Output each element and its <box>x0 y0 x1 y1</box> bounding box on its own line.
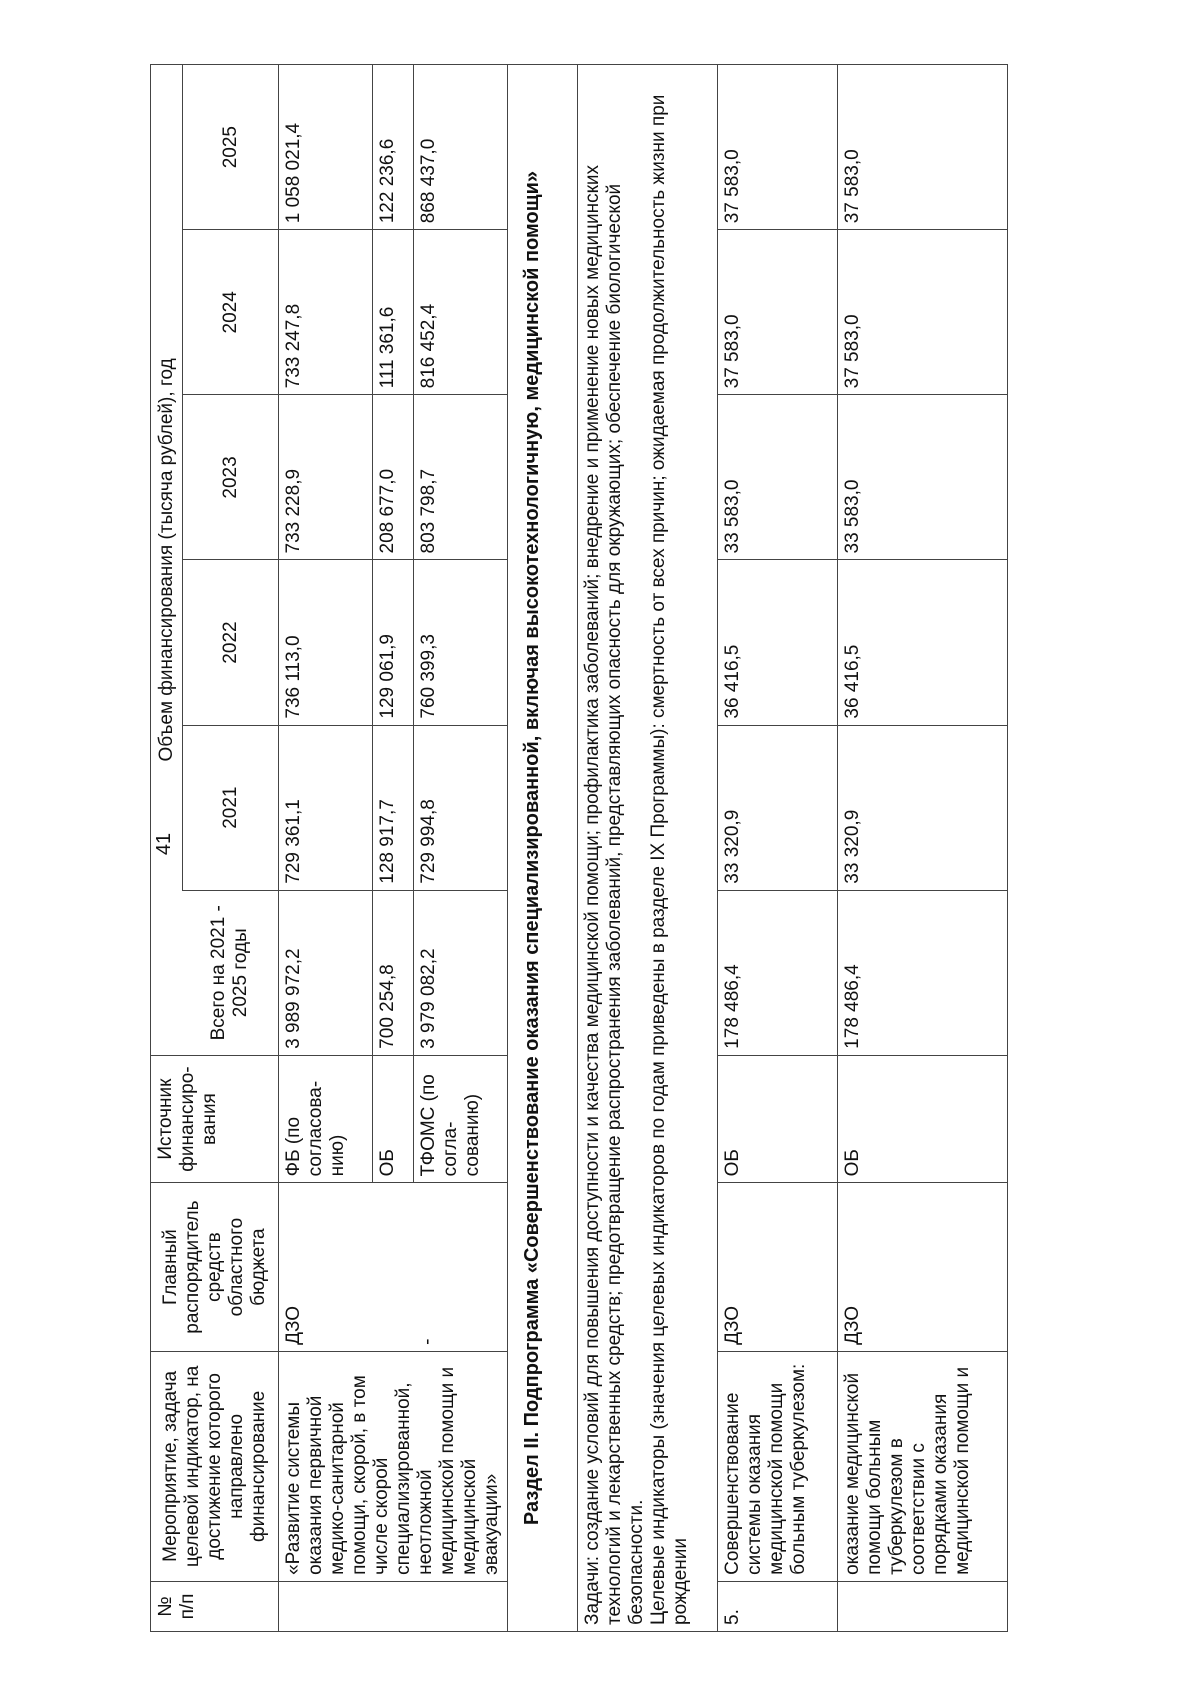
cell-activity: Совершенствование системы оказания медицинской помощи больным туберкулезом: <box>718 1351 838 1581</box>
table-row <box>279 65 373 1632</box>
cell-total: 3 989 972,2 <box>279 890 373 1055</box>
section-heading-row <box>508 65 578 1632</box>
cell-source: ОБ <box>718 1055 838 1183</box>
cell-value-2021: 33 320,9 <box>718 725 838 890</box>
cell-value-2025: 1 058 021,4 <box>279 65 373 230</box>
cell-value-2024: 816 452,4 <box>413 230 507 395</box>
cell-value-2024: 733 247,8 <box>279 230 373 395</box>
cell-value-2021: 128 917,7 <box>373 725 414 890</box>
cell-value-2022: 129 061,9 <box>373 560 414 725</box>
rotated-table-sheet <box>150 64 1082 1632</box>
cell-activity: оказание медицинской помощи больным туберкулезом в соответствии с порядками оказания медицинской помощи и <box>838 1351 1008 1581</box>
col-header-manager: Главный распорядитель средств областного бюджета <box>151 1183 279 1352</box>
cell-value-2024: 111 361,6 <box>373 230 414 395</box>
cell-value-2025: 868 437,0 <box>413 65 507 230</box>
cell-value-2025: 37 583,0 <box>838 65 1008 230</box>
cell-value-2024: 37 583,0 <box>718 230 838 395</box>
cell-source: ФБ (по согласова-нию) <box>279 1055 373 1183</box>
cell-value-2023: 33 583,0 <box>718 395 838 560</box>
cell-manager: - <box>413 1183 507 1352</box>
indicators-text: Целевые индикаторы (значения целевых индикаторов по годам приведены в разделе IX Программы): смертность от всех причин; ожидаемая продолжительность жизни при рождении <box>648 94 691 1625</box>
table-row <box>718 65 838 1632</box>
page-number: 41 <box>152 832 175 856</box>
cell-manager <box>373 1183 414 1352</box>
cell-source: ОБ <box>373 1055 414 1183</box>
cell-total: 178 486,4 <box>718 890 838 1055</box>
cell-value-2021: 729 994,8 <box>413 725 507 890</box>
cell-no <box>838 1581 1008 1631</box>
cell-manager: ДЗО <box>279 1183 373 1352</box>
cell-source: ТФОМС (по согла-сованию) <box>413 1055 507 1183</box>
cell-value-2025: 122 236,6 <box>373 65 414 230</box>
cell-total: 3 979 082,2 <box>413 890 507 1055</box>
cell-no <box>279 1581 508 1631</box>
cell-value-2024: 37 583,0 <box>838 230 1008 395</box>
col-header-source: Источник финансиро-вания <box>151 1055 279 1183</box>
section-tasks <box>578 65 718 1632</box>
col-header-activity: Мероприятие, задача целевой индикатор, на достижение которого направлено финансирование <box>151 1351 279 1581</box>
col-header-year-2021: 2021 <box>183 725 279 890</box>
section-title: Раздел II. Подпрограмма «Совершенствование оказания специализированной, включая высокотехнологичную, медицинской помощи» <box>508 65 578 1632</box>
tasks-row <box>578 65 718 1632</box>
cell-value-2022: 36 416,5 <box>718 560 838 725</box>
cell-value-2021: 33 320,9 <box>838 725 1008 890</box>
cell-no: 5. <box>718 1581 838 1631</box>
cell-total: 178 486,4 <box>838 890 1008 1055</box>
cell-value-2023: 733 228,9 <box>279 395 373 560</box>
tasks-text: Задачи: создание условий для повышения доступности и качества медицинской помощи; профилактика заболеваний; внедрение и применение новых медицинских технологий и лекарственных средств; предотвращение распространения заболеваний, представляющих опасность для окружающих; обеспечение биологической безопасности. <box>582 165 647 1625</box>
col-header-year-2022: 2022 <box>183 560 279 725</box>
cell-value-2025: 37 583,0 <box>718 65 838 230</box>
cell-value-2023: 33 583,0 <box>838 395 1008 560</box>
cell-value-2021: 729 361,1 <box>279 725 373 890</box>
cell-activity: «Развитие системы оказания первичной медико-санитарной помощи, скорой, в том числе скорой специализированной, неотложной медицинской помощи и медицинской эвакуации» <box>279 1351 508 1581</box>
col-header-no: № п/п <box>151 1581 279 1631</box>
col-header-year-2025: 2025 <box>183 65 279 230</box>
cell-value-2022: 736 113,0 <box>279 560 373 725</box>
cell-value-2022: 760 399,3 <box>413 560 507 725</box>
cell-value-2022: 36 416,5 <box>838 560 1008 725</box>
col-header-total: Всего на 2021 - 2025 годы <box>183 890 279 1055</box>
cell-source: ОБ <box>838 1055 1008 1183</box>
table-row <box>838 65 1008 1632</box>
cell-manager: ДЗО <box>718 1183 838 1352</box>
financing-table <box>150 64 1008 1632</box>
col-header-year-2023: 2023 <box>183 395 279 560</box>
col-header-year-2024: 2024 <box>183 230 279 395</box>
col-header-funding: Объем финансирования (тысяча рублей), год <box>151 65 183 1056</box>
cell-total: 700 254,8 <box>373 890 414 1055</box>
cell-value-2023: 803 798,7 <box>413 395 507 560</box>
cell-manager: ДЗО <box>838 1183 1008 1352</box>
cell-value-2023: 208 677,0 <box>373 395 414 560</box>
